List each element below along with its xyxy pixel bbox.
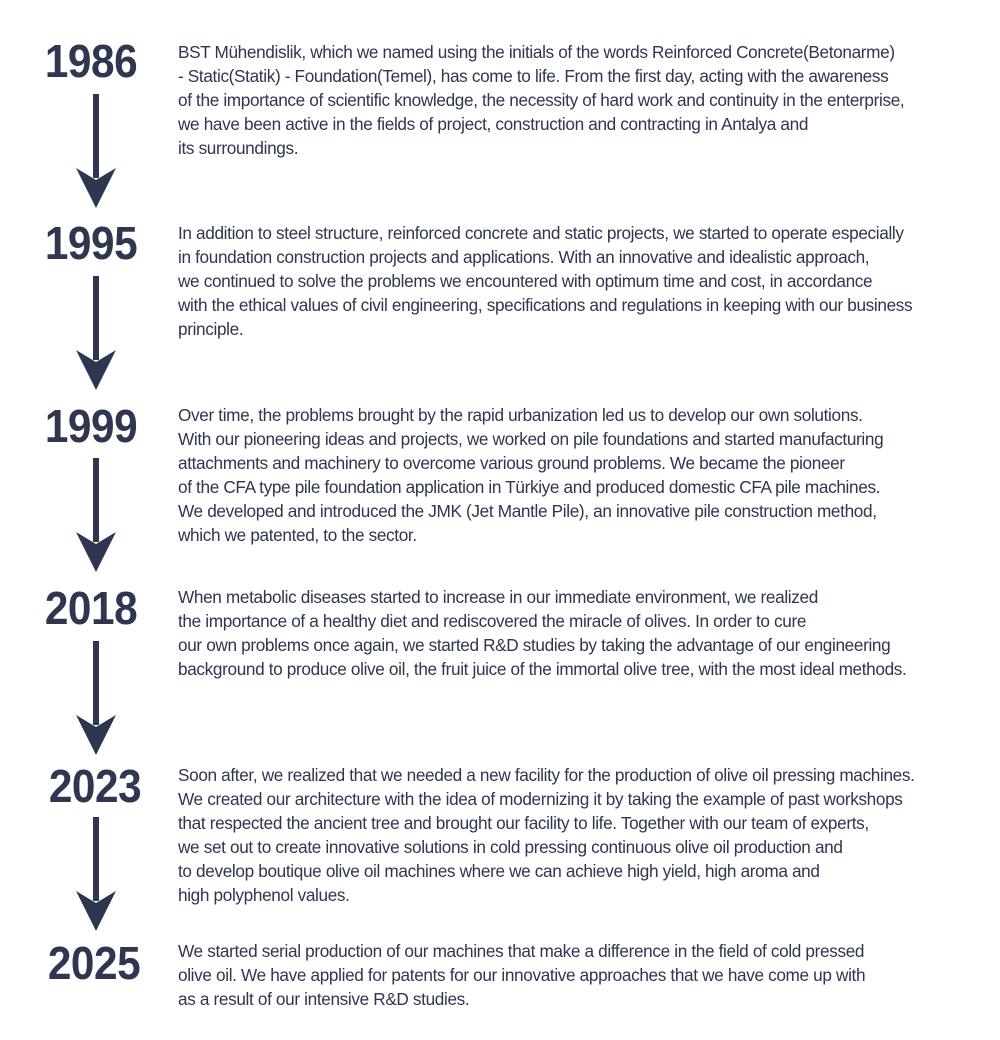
text-line: which we patented, to the sector. bbox=[178, 525, 417, 545]
text-line: the importance of a healthy diet and rediscovered the miracle of olives. In order to cure bbox=[178, 611, 807, 631]
entry-1999-text bbox=[178, 403, 988, 547]
text-line: olive oil. We have applied for patents for our innovative approaches that we have come up with bbox=[178, 965, 866, 985]
year-1986: 1986 bbox=[44, 35, 138, 87]
timeline-arrow-down-icon bbox=[76, 641, 116, 757]
text-line: attachments and machinery to overcome various ground problems. We became the pioneer bbox=[178, 453, 845, 473]
text-line: of the CFA type pile foundation application in Türkiye and produced domestic CFA pile machines. bbox=[178, 477, 881, 497]
text-line: in foundation construction projects and applications. With an innovative and idealistic approach, bbox=[178, 247, 870, 267]
text-line: When metabolic diseases started to increase in our immediate environment, we realized bbox=[178, 587, 818, 607]
text-line: principle. bbox=[178, 319, 244, 339]
text-line: background to produce olive oil, the fruit juice of the immortal olive tree, with the most ideal methods. bbox=[178, 659, 907, 679]
year-1999: 1999 bbox=[44, 400, 138, 452]
timeline-arrow-down-icon bbox=[76, 458, 116, 574]
text-line: we set out to create innovative solutions in cold pressing continuous olive oil production and bbox=[178, 837, 843, 857]
entry-2025-text bbox=[178, 939, 988, 1011]
timeline-arrow-down-icon bbox=[76, 817, 116, 933]
text-line: - Static(Statik) - Foundation(Temel), has come to life. From the first day, acting with the awareness bbox=[178, 66, 889, 86]
text-line: With our pioneering ideas and projects, we worked on pile foundations and started manufacturing bbox=[178, 429, 884, 449]
text-line: We developed and introduced the JMK (Jet Mantle Pile), an innovative pile construction method, bbox=[178, 501, 877, 521]
text-line: as a result of our intensive R&D studies. bbox=[178, 989, 470, 1009]
text-line: with the ethical values of civil engineering, specifications and regulations in keeping with our business bbox=[178, 295, 913, 315]
text-line: to develop boutique olive oil machines where we can achieve high yield, high aroma and bbox=[178, 861, 820, 881]
text-line: BST Mühendislik, which we named using the initials of the words Reinforced Concrete(Betonarme) bbox=[178, 42, 895, 62]
text-line: we have been active in the fields of project, construction and contracting in Antalya and bbox=[178, 114, 809, 134]
year-2025: 2025 bbox=[47, 937, 141, 989]
timeline-arrow-down-icon bbox=[76, 94, 116, 210]
text-line: In addition to steel structure, reinforced concrete and static projects, we started to operate especially bbox=[178, 223, 904, 243]
text-line: Soon after, we realized that we needed a new facility for the production of olive oil pressing machines. bbox=[178, 765, 915, 785]
text-line: high polyphenol values. bbox=[178, 885, 350, 905]
entry-1986-text bbox=[178, 40, 988, 160]
text-line: of the importance of scientific knowledge, the necessity of hard work and continuity in the enterprise, bbox=[178, 90, 905, 110]
text-line: Over time, the problems brought by the rapid urbanization led us to develop our own solutions. bbox=[178, 405, 863, 425]
text-line: that respected the ancient tree and brought our facility to life. Together with our team of experts, bbox=[178, 813, 869, 833]
text-line: our own problems once again, we started R&D studies by taking the advantage of our engineering bbox=[178, 635, 891, 655]
text-line: its surroundings. bbox=[178, 138, 299, 158]
text-line: We started serial production of our machines that make a difference in the field of cold pressed bbox=[178, 941, 865, 961]
entry-2018-text bbox=[178, 585, 988, 681]
entry-1995-text bbox=[178, 221, 988, 341]
entry-2023-text bbox=[178, 763, 988, 907]
year-1995: 1995 bbox=[44, 217, 138, 269]
year-2023: 2023 bbox=[48, 760, 142, 812]
text-line: We created our architecture with the idea of modernizing it by taking the example of past workshops bbox=[178, 789, 903, 809]
year-2018: 2018 bbox=[44, 582, 138, 634]
timeline-arrow-down-icon bbox=[76, 276, 116, 392]
text-line: we continued to solve the problems we encountered with optimum time and cost, in accordance bbox=[178, 271, 873, 291]
